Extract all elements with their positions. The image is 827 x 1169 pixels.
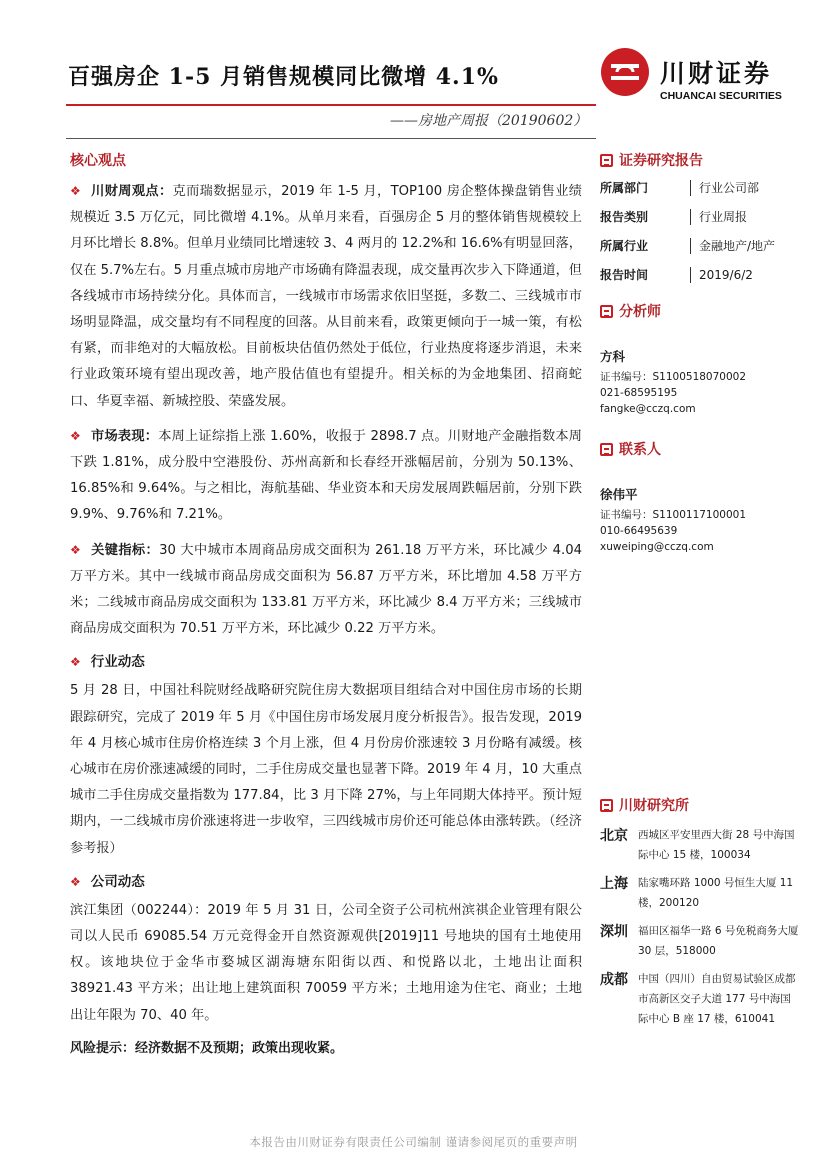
info-value: 2019/6/2 xyxy=(690,267,753,283)
info-row-category xyxy=(600,209,800,225)
office-city: 深圳 xyxy=(600,924,628,940)
info-value: 金融地产/地产 xyxy=(690,238,775,254)
info-value: 行业周报 xyxy=(690,209,747,225)
analyst-phone: 021-68595195 xyxy=(600,387,678,399)
section-marker-icon xyxy=(600,154,613,167)
company-news-text: 滨江集团（002244）：2019 年 5 月 31 日，公司全资子公司杭州滨祺企业管理有限公司以人民币 69085.54 万元竞得金开自然资源观供[2019]11 号地块的国有土地使用权。该地块位于金华市婺城区湖海塘东阳街以西、和悦路以北，土地出让面积 38921.43 平方米；出让地上建筑面积 70059 平方米；土地用途为住宅、商业；土地出让年限为 70、40 年。 xyxy=(70,902,582,1023)
office-city: 北京 xyxy=(600,828,628,844)
section-marker-icon xyxy=(600,799,613,812)
office-chengdu xyxy=(600,969,800,1029)
logo-english-name: CHUANCAI SECURITIES xyxy=(660,90,782,102)
company-news-heading xyxy=(70,870,582,890)
industry-news-heading xyxy=(70,650,582,670)
contact-cert: 证书编号：S1100117100001 xyxy=(600,509,747,521)
office-shenzhen xyxy=(600,921,800,961)
contact-phone: 010-66495639 xyxy=(600,525,678,537)
institute-title: 川财研究所 xyxy=(619,798,689,814)
diamond-bullet-icon: ❖ xyxy=(70,874,81,889)
diamond-bullet-icon: ❖ xyxy=(70,184,82,198)
institute-heading xyxy=(600,795,800,815)
analyst-title: 分析师 xyxy=(619,304,661,320)
info-label: 所属行业 xyxy=(600,239,649,253)
section-marker-icon xyxy=(600,305,613,318)
office-shanghai xyxy=(600,873,800,913)
diamond-bullet-icon: ❖ xyxy=(70,655,81,670)
info-label: 报告类别 xyxy=(600,210,649,224)
analyst-cert: 证书编号：S1100518070002 xyxy=(600,371,747,383)
research-report-title: 证券研究报告 xyxy=(619,153,703,169)
risk-warning: 风险提示：经济数据不及预期；政策出现收紧。 xyxy=(70,1040,344,1056)
analyst-heading xyxy=(600,301,800,321)
contact-title: 联系人 xyxy=(619,442,661,458)
office-address: 福田区福华一路 6 号免税商务大厦 30 层，518000 xyxy=(638,925,799,957)
research-report-heading xyxy=(600,150,800,170)
market-performance-paragraph xyxy=(70,423,582,529)
industry-news-text: 5 月 28 日，中国社科院财经战略研究院住房大数据项目组结合对中国住房市场的长期跟踪研究，完成了 2019 年 5 月《中国住房市场发展月度分析报告》。报告发现，2019 年 4 月核心城市住房价格连续 3 个月上涨，但 4 月份房价涨速较 3 月份略有减缓。核心城市在房价涨速减缓的同时，二手住房成交量也显著下降。2019 年 4 月，10 大重点城市二手住房成交量指数为 177.84，比 3 月下降 27%，与上年同期大体持平。预计短期内，一二线城市房价涨速将进一步收窄，三四线城市房价还可能总体由涨转跌。（经济参考报） xyxy=(70,683,582,856)
office-city: 上海 xyxy=(600,876,628,892)
core-views-heading: 核心观点 xyxy=(70,153,126,169)
market-performance-lead: 市场表现： xyxy=(91,428,159,444)
info-label: 报告时间 xyxy=(600,268,649,282)
info-row-industry xyxy=(600,238,800,254)
key-indicators-paragraph xyxy=(70,537,582,643)
core-view-lead: 川财周观点： xyxy=(91,184,173,199)
main-content xyxy=(70,150,582,1056)
info-value: 行业公司部 xyxy=(690,180,759,196)
report-subtitle: ——房地产周报（20190602） xyxy=(390,113,588,129)
industry-news-title: 行业动态 xyxy=(90,654,145,671)
diamond-bullet-icon: ❖ xyxy=(70,542,82,557)
header-divider xyxy=(66,104,596,106)
diamond-bullet-icon: ❖ xyxy=(70,428,82,443)
header-divider-thin xyxy=(66,138,596,139)
analyst-email: fangke@cczq.com xyxy=(600,403,696,415)
info-row-department xyxy=(600,180,800,196)
company-logo-icon xyxy=(601,48,649,96)
core-view-paragraph xyxy=(70,178,582,415)
office-address: 陆家嘴环路 1000 号恒生大厦 11 楼，200120 xyxy=(638,877,794,909)
contact-name: 徐伟平 xyxy=(600,487,638,502)
key-indicators-lead: 关键指标： xyxy=(91,542,160,558)
company-news-title: 公司动态 xyxy=(90,873,145,890)
sidebar xyxy=(600,150,800,1037)
market-performance-text: 本周上证综指上涨 1.60%，收报于 2898.7 点。川财地产金融指数本周下跌 1.81%，成分股中空港股份、苏州高新和长春经开涨幅居前，分别为 50.13%、16.85%和 9.64%。与之相比，海航基础、华业资本和天房发展周跌幅居前，分别下跌 9.9%、9.76%和 7.21%。 xyxy=(70,428,582,523)
office-city: 成都 xyxy=(600,972,628,988)
analyst-name: 方科 xyxy=(600,349,626,364)
office-address: 中国（四川）自由贸易试验区成都市高新区交子大道 177 号中海国际中心 B 座 17 楼，610041 xyxy=(638,973,796,1025)
info-label: 所属部门 xyxy=(600,181,649,195)
key-indicators-text: 30 大中城市本周商品房成交面积为 261.18 万平方米，环比减少 4.04 万平方米。其中一线城市商品房成交面积为 56.87 万平方米，环比增加 4.58 万平方米；二线城市商品房成交面积为 133.81 万平方米，环比减少 8.4 万平方米；三线城市商品房成交面积为 70.51 万平方米，环比减少 0.22 万平方米。 xyxy=(70,542,582,637)
section-marker-icon xyxy=(600,443,613,456)
contact-heading xyxy=(600,439,800,459)
page-footer: 本报告由川财证券有限责任公司编制 谨请参阅尾页的重要声明 xyxy=(249,1135,578,1149)
logo-chinese-name: 川财证券 xyxy=(660,59,773,88)
core-view-text: 克而瑞数据显示，2019 年 1-5 月，TOP100 房企整体操盘销售业绩规模近 3.5 万亿元，同比微增 4.1%。从单月来看，百强房企 5 月的整体销售规模较上月环比增长 8.8%。但单月业绩同比增速较 3、4 两月的 12.2%和 16.6%有明显回落，仅在 5.7%左右。5 月重点城市房地产市场确有降温表现，成交量再次步入下降通道，但各线城市市场持续分化。具体而言，一线城市市场需求依旧坚挺，多数二、三线城市市场明显降温，成交量均有不同程度的回落。从目前来看，政策更倾向于一城一策，有松有紧，而非绝对的大幅放松。目前板块估值仍然处于低位，行业热度将逐步消退，未来行业政策环境有望出现改善，地产股估值也有望提升。相关标的为金地集团、招商蛇口、华夏幸福、新城控股、荣盛发展。 xyxy=(70,184,582,409)
office-beijing xyxy=(600,825,800,865)
report-title: 百强房企 1-5 月销售规模同比微增 4.1% xyxy=(68,64,499,90)
info-row-date xyxy=(600,267,800,283)
contact-email: xuweiping@cczq.com xyxy=(600,541,714,553)
office-address: 西城区平安里西大街 28 号中海国际中心 15 楼，100034 xyxy=(638,829,795,861)
